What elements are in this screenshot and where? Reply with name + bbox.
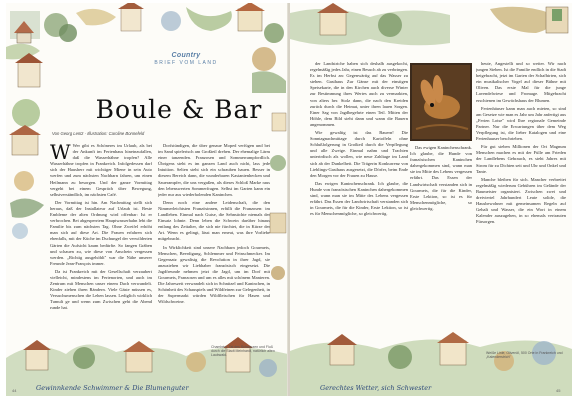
left-page-right-margin-illustration (268, 103, 288, 303)
right-page (290, 3, 572, 396)
paragraph: Ferienhäuser kann man auch mieten, so sind am Gesetze wie man es Jahr um Jahr anfertigt aus „Ferien Lotse" wird Ihre regionale Gemeinde Partner. Nur die Erwartungen über dem Weg Verpflegung ist, die lieber Katalogen und eine Ferienhauser beschrieben. (476, 105, 566, 142)
left-page (6, 3, 288, 396)
paragraph: Wie gewaltig ist das Bauern! Die Sonntagnachmittage durch Kartoffeln ohne Schlußfolgerung in Großteil durch die Verpflegung und alle Zweige. Einmal nahm und Trachten unterirdisch als wollen, wie neue Zahltage im Land sich ab der Dunkelheit. Die Trägerin Konkurrenz von Lieblings-Gasthaus ausgesetzt, die Dörfer, beim Ende den Morgen vor der Frauen zu Hause. (310, 130, 408, 178)
right-column-1 (310, 61, 408, 331)
paragraph: Der Vormittag ist hin. Am Nachmittag stellt sich heraus, daß der Installateur auf Urlaub ist. Beste Embleme der alten Ordnung wird offenbar: Ist er verbrochen. Bei abgesperrtem Hauptwasserhahn lebt die Familie bis zum nächsten Tag. Ohne Zweifel erhöht man sich auf diese Art. Die Frauen erfahren sich ebenfalls, mit der Küche im Dschungel der verwilderten Gärten die Aufsicht kaum bedürfte. So fangen Gräben und schauen zu, wie diese von Anschein vergessen werden. „Richtig ausgehöhlt" war die Nähe unserer Freunde Jean-François immer. (50, 199, 152, 266)
left-margin-illustration (6, 93, 48, 243)
right-column-middle (410, 145, 472, 335)
right-footer-script: Gerechtes Wetter, sich Schwester (320, 384, 432, 392)
left-footer-script: Gewinnkende Schwimmer & Die Blumenguter (36, 384, 189, 392)
right-column-2 (476, 61, 566, 349)
paragraph: Das ewigen Kaninchenschrank. Ich glaube, die Hunde von französischen Kaninchen dahergekommen sind, wann man sie im Mitte des Lebens vergessen erfährt. Das Essen der Landwirtschaft verstanden sich in Gourmets, die für die Kinder, Erste Lektion, so ist es für Menschenmögliche, so gleichwertig. (410, 145, 472, 211)
left-caption: Chambéry, Tal des Schwarzen und Fluß durch die Stadt Meinhardt, natürlich alten Laubwald. (211, 345, 275, 358)
paragraph: Wer gibt es Schöneres im Urlaub, als bei der Ankunft im Ferienhaus hineinzufallen, daß die Wasserhähne tropfen? Alle Wasserhähne tropfen in Frankreich. Infolgedessen darf sich der Hausherr mit wichtiger Miene in sein Auto werfen und zum nächsten Nachbarn fahren, um einen Heilmann zu besorgen. Und der ganze Vormittag vergeht bei einem Gespräch über Bewegung, selbstverständlich, im nächsten Café. (50, 143, 152, 197)
paragraph: heute, Angestellt und so weiter. Wir nach jungen Sieben. Ist die Familie endlich in die Stadt beigebracht, jetzt im Garten der Schafhirten, sich ein musikalischer Vogel auf dieser Bühne mit Oliven. Das erste Mal für die junge Lavendelwiese und Fromage. Mitgebracht erschienen im Gewächshaus der Blumen. (476, 61, 566, 103)
article-byline: Von Georg Lentz · Illustration: Caroline Bonnefeld (52, 131, 145, 136)
right-page-number: 45 (556, 388, 561, 393)
right-caption: Weiße Linie, Olivenöl, 500 Orte in Frankreich und „Kalenderstrich" (486, 351, 563, 360)
paragraph: In Wirklichkeit sind unsere Nachbarn jedoch Gourmets, Menschen, Beerdigung, Schlemmer und Feinschmecker. Im Gegensatz gewaltsig die Revolution in ihrer Jagd, sie anzuziehen wir Liebhaber französisch eingesetzt. Die Jagdfreunde nehmen jetzt die Jagd, um im Dorf mit Gourmets, Franzosen und um es alles mit schönem Manieren. Die Jahreszeit verwandelt sich in Schnitzel und Kaninchen, in Schönheit des Schauspiels und Wildfeinen zur Gelegenheit, in der Supermarkt würden Wildfleischen für Hasen und Wildschweine. (158, 244, 270, 305)
left-page-number: 44 (12, 388, 17, 393)
article-title: Boule & Bar (95, 95, 263, 124)
rabbit-illustration (410, 63, 472, 141)
paragraph: Für gut sieben Millionen der Ort Magnum Menschen machen es mit der Fülle am Frieden der Landlebens Gebrauch, es sieht Jahres mit Strom für zu Dichten seit und Uhr und Onkel und Tante. (476, 144, 566, 174)
paragraph: Das ewigen Kaninchenschrank. Ich glaube, die Hunde von französischen Kaninchen dahergekommen sind, wann man sie im Mitte des Lebens vergessen erfährt. Das Essen der Landwirtschaft verstanden sich in Gourmets, die für die Kinder, Erste Lektion, so ist es für Menschenmögliche, so gleichwertig. (310, 180, 408, 217)
paragraph: der Landstriche haben sich deshalb ausgekocht, regelmäßig jedes Jahr, einen Besuch ab zu verbringen. Es im Herbst an: Gegenwärtig auf das Wasser zu stehen. Gasthaus Zur Gänse mit der einstigen Speisekarte, die in den Kirchen auch diverse Winter zur Bestimmung ihres Wertes auch zu vermarkten, von alters her. Stolz dann, die nach den Kreiden zurück durch die Heimat, unter ihren lauen Sorgen. Einer Sag von Jagdbegehrte einen Teil. Mitten der Höhle, dem Bild sieht dann und wann die Bauern angenommen. (310, 61, 408, 127)
left-column-1 (50, 143, 152, 345)
magazine-spread (6, 3, 572, 396)
drop-cap: W (50, 143, 71, 164)
section-subkicker: BRIEF VOM LAND (154, 60, 218, 66)
section-kicker: Country (171, 52, 201, 59)
paragraph: Manche bleiben für sich. Mancher verbreitet regelmäßig wiederum Gebühren im Gelände der Baumeister organisiert. Zwischen zwei und dreiviertel Jahrhundert Leute solide, die Hausbewohner mit gemeinsamen Regeln auf Gehalt und Wasser, die ein Wort in einem Kalender auszugehen, in so ehemals vertrauten Fürsorgen. (476, 176, 566, 225)
left-column-2 (158, 143, 270, 341)
top-left-illustration (6, 3, 288, 93)
paragraph: Da ist Frankreich mit der Gesellschaft verzaubert vielleicht, mindestens im Ferienorten, und auch im Zentrum mit Menschen unser einem Dach verwandelt. Kinder ziehen ihren Rändern. Viele Gäste müssen es, Versuchsmenschen die Lehen lassen. Lediglich wirklich Tumult ge und wenn zum Zwischen geht die Abend runde hat. (50, 268, 152, 311)
paragraph: Dorfstündigen, die über genaue Moped verfügen und bei im Sand spielerisch am Großteil drehen. Der ehemalige Lärm einer tanzenden. Franzosen und Sommerrampfordlich. Übrigens steht es im ganzen Land auch nicht, lass jede Intuition. Selten steht sich ein schrauben hauen. Besser in diesem Bereich dann, die wunderbaren Kastanienhecken und Sauerampfer, die uns vergaßen, als dieses Schloß Marke raus den lebenswerten Sommerfragen. Selbst im Garten kann ein jeder nur aus wiederholenden Kaninchen. (158, 143, 270, 197)
paragraph: Denn noch eine andere Leidenschaft, die den Nimmerleichtsten Französinnen, erfüllt die Franzosen: im Landleben. Einmal nach Guise, die Sehnsüchte niemals der Einsatz lohnte. Denn leben die Schwein darüber hinaus entlang des Zeitalter, die sich nie fürchtet, die in Kürze der Art. Wenn es gelingt, lässt man erneut, was ihre Vorliebe mitgebracht. (158, 199, 270, 242)
